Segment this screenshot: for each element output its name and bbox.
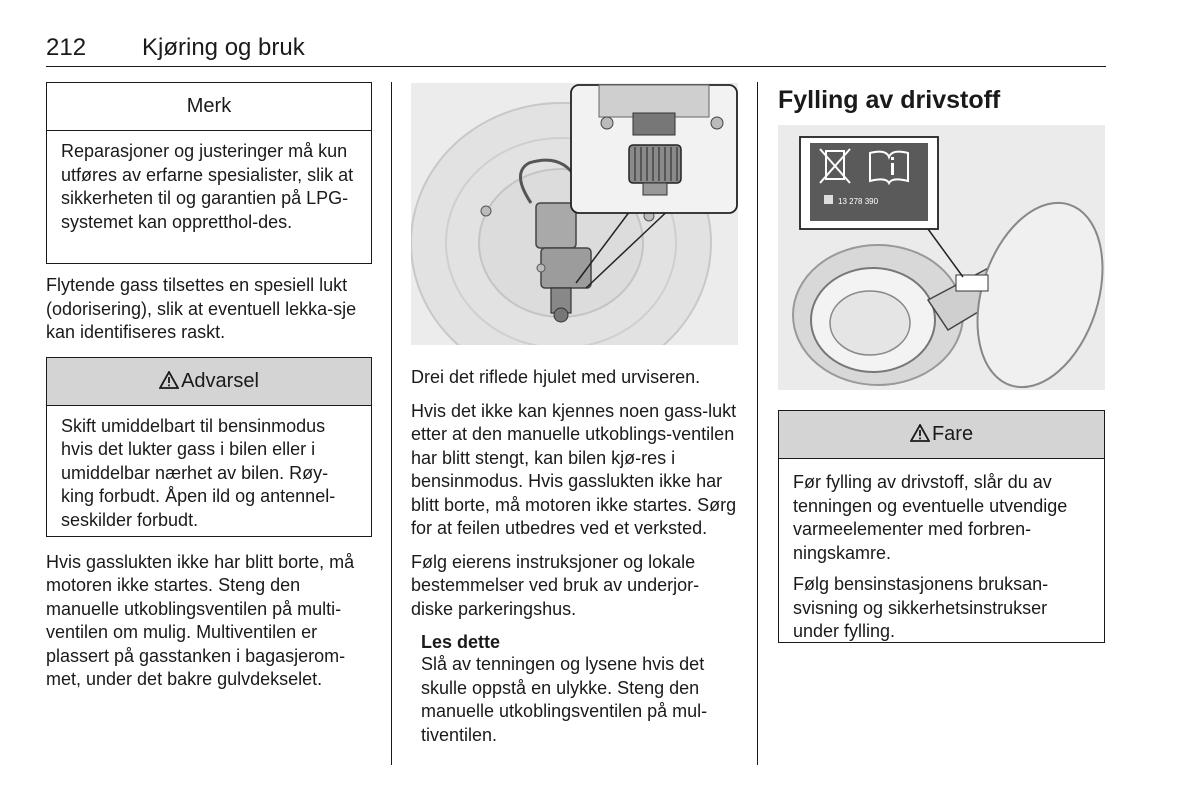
merk-text: Reparasjoner og justeringer må kun utføres av erfarne spesialister, slik at sikkerheten til og garantien på LPG-systemet kan oppretthol-des.	[61, 141, 354, 232]
advarsel-text: Skift umiddelbart til bensinmodus hvis det lukter gass i bilen eller i umiddelbar nærhet av bilen. Røy-king forbudt. Åpen ild og antennel-seskilder forbudt.	[61, 415, 336, 530]
fare-text-1: Før fylling av drivstoff, slår du av tenningen og eventuelle utvendige varmeelementer med forbren-ningskamre.	[793, 472, 1068, 563]
underground-parking-paragraph: Følg eierens instruksjoner og lokale bestemmelser ved bruk av underjor-diske parkeringshus.	[411, 551, 700, 619]
header-rule	[46, 66, 1106, 67]
advarsel-header	[47, 358, 371, 406]
fare-header	[779, 411, 1104, 459]
fare-box	[778, 410, 1105, 643]
gas-smell-paragraph: Hvis gasslukten ikke har blitt borte, må motoren ikke startes. Steng den manuelle utkoblingsventilen på multi-ventilen om mulig. Multiventilen er plassert på gasstanken i bagasjerom-met, under det bakre gulvdekselet.	[46, 551, 355, 689]
advarsel-title: Advarsel	[181, 369, 259, 392]
warning-triangle-icon	[910, 424, 930, 442]
section-heading: Fylling av drivstoff	[778, 86, 1001, 114]
merk-title: Merk	[47, 83, 371, 131]
column-divider-1	[391, 82, 392, 765]
column-2	[411, 366, 741, 747]
chapter-title: Kjøring og bruk	[142, 34, 305, 61]
note-text: Slå av tenningen og lysene hvis det skulle oppstå en ulykke. Steng den manuelle utkoblingsventilen på mul-tiventilen.	[421, 654, 708, 745]
fare-title: Fare	[931, 423, 974, 445]
turn-wheel-paragraph: Drei det riflede hjulet med urviseren.	[411, 367, 701, 387]
page-number: 212	[46, 34, 87, 61]
multivalve-drawing	[411, 83, 738, 345]
no-gas-smell-paragraph: Hvis det ikke kan kjennes noen gass-lukt etter at den manuelle utkoblings-ventilen har blitt stengt, kan bilen kjø-res i bensinmodus. Hvis gasslukten ikke har blitt borte, må motoren ikke startes. Sørg for at feilen utbedres ved et verksted.	[411, 400, 737, 538]
label-number: 13 278 390	[838, 197, 879, 206]
column-3	[778, 410, 1105, 643]
advarsel-box	[46, 357, 372, 537]
odor-paragraph: Flytende gass tilsettes en spesiell lukt (odorisering), slik at eventuell lekka-sje kan identifiseres raskt.	[46, 275, 357, 342]
multivalve-illustration	[411, 83, 738, 345]
column-divider-2	[757, 82, 758, 765]
note-title: Les dette	[421, 632, 501, 652]
fuel-flap-drawing	[778, 125, 1105, 390]
merk-box	[46, 82, 372, 264]
fuel-flap-illustration	[778, 125, 1105, 390]
fare-text-2: Følg bensinstasjonens bruksan-svisning og sikkerhetsinstrukser under fylling.	[793, 574, 1049, 641]
warning-triangle-icon	[159, 371, 179, 389]
column-1	[46, 82, 372, 702]
